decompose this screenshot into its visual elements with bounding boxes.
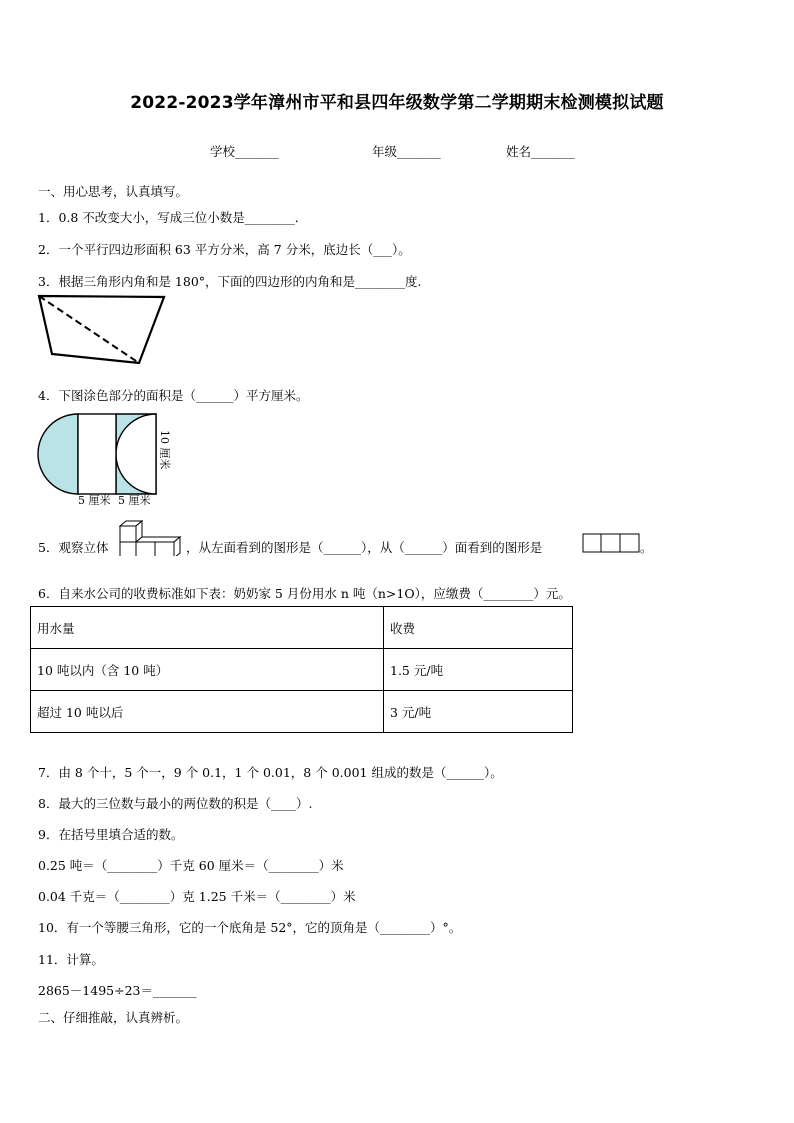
row-cube-2 <box>136 542 155 556</box>
question-10: 10．有一个等腰三角形，它的一个底角是 52°，它的顶角是（________）°。 <box>38 920 462 935</box>
left-semicircle-shaded <box>38 414 78 494</box>
view-square-1 <box>583 534 601 552</box>
question-6: 6．自来水公司的收费标准如下表：奶奶家 5 月份用水 n 吨（n>1O），应缴费（________）元。 <box>38 586 571 601</box>
question-5-suffix: 。 <box>640 540 653 555</box>
three-square-view <box>582 533 642 555</box>
label-height: 10 厘米 <box>158 430 171 470</box>
grade-field[interactable]: 年级_______ <box>372 144 441 159</box>
question-1: 1．0.8 不改变大小，写成三位小数是________． <box>38 210 308 225</box>
section-1-heading: 一、用心思考，认真填写。 <box>38 184 189 199</box>
question-9: 9．在括号里填合适的数。 <box>38 827 184 842</box>
row-cube-3 <box>155 542 174 556</box>
row-top-face <box>136 537 180 542</box>
shaded-area-figure <box>36 408 186 510</box>
question-7: 7．由 8 个十，5 个一，9 个 0.1，1 个 0.01，8 个 0.001 组成的数是（______）。 <box>38 765 503 780</box>
name-field[interactable]: 姓名_______ <box>506 144 575 159</box>
question-3: 3．根据三角形内角和是 180°，下面的四边形的内角和是________度. <box>38 274 422 289</box>
question-4: 4．下图涂色部分的面积是（______）平方厘米。 <box>38 388 309 403</box>
cube-solid-figure <box>114 520 184 556</box>
table-cell: 10 吨以内（含 10 吨） <box>31 649 384 691</box>
question-11-expression: 2865－1495÷23＝_______ <box>38 983 197 998</box>
diagonal-dashed-line <box>39 296 139 363</box>
question-9-line-1: 0.25 吨＝（________）千克 60 厘米＝（________）米 <box>38 858 344 873</box>
label-left-width: 5 厘米 <box>78 494 111 507</box>
page-title: 2022-2023学年漳州市平和县四年级数学第二学期期末检测模拟试题 <box>130 93 664 113</box>
view-square-2 <box>601 534 620 552</box>
table-header-row <box>31 607 573 649</box>
table-row <box>31 691 573 733</box>
question-11: 11．计算。 <box>38 952 104 967</box>
label-right-width: 5 厘米 <box>118 494 151 507</box>
row-cube-1 <box>120 542 136 556</box>
table-cell: 3 元/吨 <box>384 691 573 733</box>
table-cell: 1.5 元/吨 <box>384 649 573 691</box>
school-field[interactable]: 学校_______ <box>210 144 279 159</box>
question-5-middle: ，从左面看到的图形是（______），从（______）面看到的图形是 <box>186 540 543 555</box>
water-fee-table <box>30 606 573 733</box>
quadrilateral-figure <box>36 292 170 372</box>
view-square-3 <box>620 534 639 552</box>
question-2: 2．一个平行四边形面积 63 平方分米，高 7 分米，底边长（___）。 <box>38 242 411 257</box>
table-row <box>31 649 573 691</box>
left-square-unshaded <box>78 414 116 494</box>
table-cell: 超过 10 吨以后 <box>31 691 384 733</box>
section-2-heading: 二、仔细推敲，认真辨析。 <box>38 1010 189 1025</box>
table-header-cell: 用水量 <box>31 607 384 649</box>
quadrilateral-shape <box>39 296 164 363</box>
question-5-prefix: 5．观察立体 <box>38 540 109 555</box>
cube-front-face <box>120 526 136 542</box>
question-8: 8．最大的三位数与最小的两位数的积是（____）. <box>38 796 313 811</box>
table-header-cell: 收费 <box>384 607 573 649</box>
question-9-line-2: 0.04 千克＝（________）克 1.25 千米＝（________）米 <box>38 889 356 904</box>
